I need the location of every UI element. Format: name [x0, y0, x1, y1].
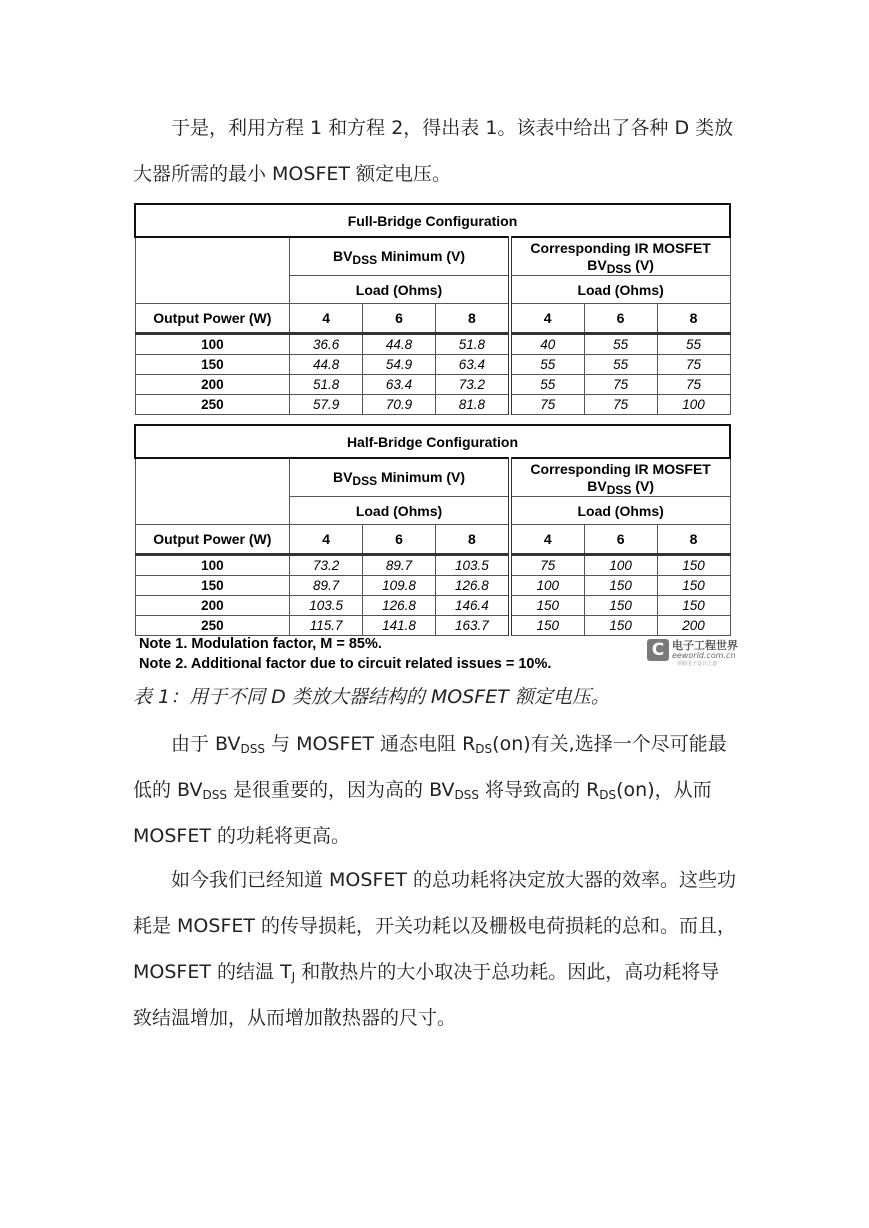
value-cell: 126.8 [435, 576, 509, 596]
value-cell: 75 [657, 355, 730, 375]
value-cell: 200 [657, 616, 730, 636]
value-cell: 126.8 [363, 596, 436, 616]
load-6: 6 [584, 304, 657, 334]
output-power-header: Output Power (W) [135, 525, 290, 555]
value-cell: 73.2 [290, 555, 363, 576]
bvdss-min-header: $BV_{DSS}$ Minimum (V) [290, 458, 510, 497]
value-cell: 150 [657, 576, 730, 596]
intro-paragraph: 于是，利用方程 1 和方程 2，得出表 1。该表中给出了各种 D 类放大器所需的最小 MOSFET 额定电压。 [133, 117, 734, 185]
value-cell: 36.6 [290, 334, 363, 355]
value-cell: 63.4 [363, 375, 436, 395]
power-cell: 100 [135, 334, 290, 355]
table-caption: 表 1：用于不同 D 类放大器结构的 MOSFET 额定电压。 [133, 686, 610, 708]
value-cell: 141.8 [363, 616, 436, 636]
load-8: 8 [435, 304, 509, 334]
logo-url: eeworld.com.cn [672, 651, 736, 660]
bvdss-paragraph: 由于 $BV_{DSS}$ 与 MOSFET 通态电阻 $R_{DS}(on)$有关,选择一个尽可能最低的 $BV_{DSS}$ 是很重要的，因为高的 $BV_{DSS}$ 将导致高的 $R_{DS}(on)$，从而 MOSFET 的功耗将更高。 [133, 733, 727, 847]
value-cell: 150 [584, 616, 657, 636]
value-cell: 75 [584, 375, 657, 395]
value-cell: 89.7 [363, 555, 436, 576]
value-cell: 75 [584, 395, 657, 415]
load-header-left: Load (Ohms) [290, 276, 510, 304]
value-cell: 57.9 [290, 395, 363, 415]
value-cell: 70.9 [363, 395, 436, 415]
load-header-right: Load (Ohms) [510, 276, 730, 304]
power-cell: 200 [135, 596, 290, 616]
table-notes [139, 634, 551, 674]
power-cell: 100 [135, 555, 290, 576]
value-cell: 109.8 [363, 576, 436, 596]
value-cell: 73.2 [435, 375, 509, 395]
load-header-right: Load (Ohms) [510, 497, 730, 525]
load-header-left: Load (Ohms) [290, 497, 510, 525]
table-row [135, 555, 730, 576]
power-cell: 150 [135, 576, 290, 596]
table-row [135, 375, 730, 395]
value-cell: 44.8 [290, 355, 363, 375]
power-loss-paragraph: 如今我们已经知道 MOSFET 的总功耗将决定放大器的效率。这些功耗是 MOSFET 的传导损耗，开关功耗以及栅极电荷损耗的总和。而且，MOSFET 的结温 $T_J$ 和散热片的大小取决于总功耗。因此，高功耗将导致结温增加，从而增加散热器的尺寸。 [133, 869, 737, 1029]
value-cell: 63.4 [435, 355, 509, 375]
value-cell: 51.8 [435, 334, 509, 355]
value-cell: 163.7 [435, 616, 509, 636]
load-8: 8 [657, 304, 730, 334]
load-8: 8 [435, 525, 509, 555]
value-cell: 100 [584, 555, 657, 576]
table-row [135, 395, 730, 415]
value-cell: 150 [584, 576, 657, 596]
ir-mosfet-header: Corresponding IR MOSFET $BV_{DSS}$ (V) [510, 458, 730, 497]
load-4: 4 [510, 304, 584, 334]
table-row [135, 596, 730, 616]
eeworld-logo [647, 637, 738, 667]
value-cell: 55 [584, 334, 657, 355]
value-cell: 54.9 [363, 355, 436, 375]
power-cell: 250 [135, 616, 290, 636]
table-row [135, 334, 730, 355]
table-row [135, 616, 730, 636]
load-6: 6 [363, 525, 436, 555]
power-cell: 150 [135, 355, 290, 375]
note-2: Note 2. Additional factor due to circuit related issues = 10%. [139, 656, 552, 672]
value-cell: 55 [657, 334, 730, 355]
load-8: 8 [657, 525, 730, 555]
load-6: 6 [363, 304, 436, 334]
logo-title: 电子工程世界 [672, 639, 738, 652]
bvdss-min-header: $BV_{DSS}$ Minimum (V) [290, 237, 510, 276]
eeworld-logo-icon: C [647, 639, 669, 661]
power-cell: 200 [135, 375, 290, 395]
load-4: 4 [510, 525, 584, 555]
value-cell: 150 [657, 596, 730, 616]
load-4: 4 [290, 304, 363, 334]
note-1: Note 1. Modulation factor, M = 85%. [139, 636, 382, 652]
value-cell: 55 [584, 355, 657, 375]
value-cell: 150 [510, 596, 584, 616]
full-bridge-table [134, 203, 731, 415]
table-title: Half-Bridge Configuration [135, 425, 730, 458]
ir-mosfet-header: Corresponding IR MOSFET $BV_{DSS}$ (V) [510, 237, 730, 276]
value-cell: 103.5 [290, 596, 363, 616]
output-power-header: Output Power (W) [135, 304, 290, 334]
value-cell: 75 [510, 395, 584, 415]
value-cell: 75 [657, 375, 730, 395]
table-row [135, 576, 730, 596]
value-cell: 51.8 [290, 375, 363, 395]
value-cell: 81.8 [435, 395, 509, 415]
value-cell: 103.5 [435, 555, 509, 576]
value-cell: 100 [657, 395, 730, 415]
value-cell: 150 [510, 616, 584, 636]
table-row [135, 355, 730, 375]
load-6: 6 [584, 525, 657, 555]
value-cell: 150 [657, 555, 730, 576]
power-cell: 250 [135, 395, 290, 415]
value-cell: 40 [510, 334, 584, 355]
value-cell: 100 [510, 576, 584, 596]
value-cell: 55 [510, 355, 584, 375]
empty-header-cell [135, 237, 290, 304]
logo-slogan: 领航电子设计之道 [677, 661, 718, 667]
value-cell: 44.8 [363, 334, 436, 355]
empty-header-cell [135, 458, 290, 525]
value-cell: 55 [510, 375, 584, 395]
table-title: Full-Bridge Configuration [135, 204, 730, 237]
half-bridge-table [134, 424, 731, 636]
value-cell: 150 [584, 596, 657, 616]
value-cell: 75 [510, 555, 584, 576]
value-cell: 89.7 [290, 576, 363, 596]
value-cell: 115.7 [290, 616, 363, 636]
value-cell: 146.4 [435, 596, 509, 616]
load-4: 4 [290, 525, 363, 555]
